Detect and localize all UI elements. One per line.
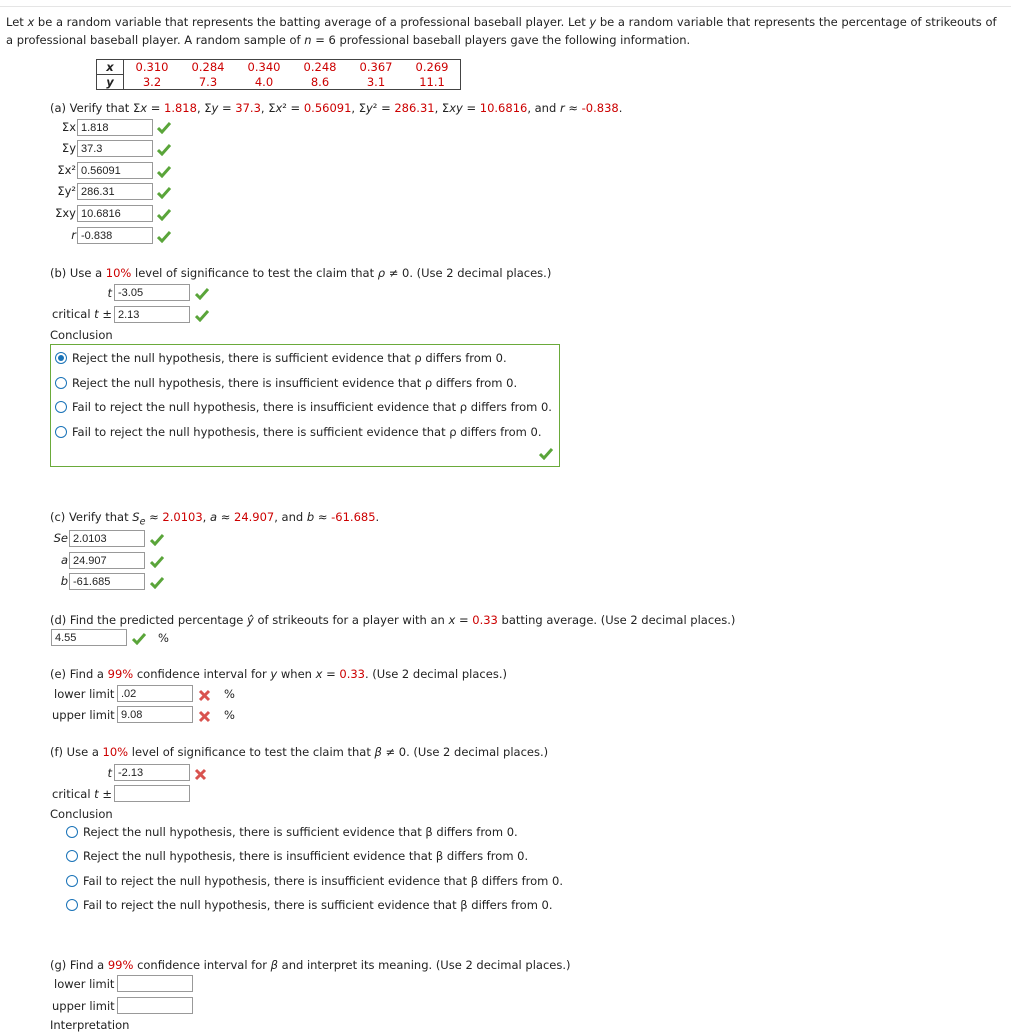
upper-limit-label: upper limit <box>52 999 115 1013</box>
part-c-question: (c) Verify that $S_e \approx 2.0103$, a ≈ 24.907, and b ≈ -61.685. <box>50 510 380 528</box>
correct-check-icon <box>157 122 171 134</box>
correct-check-icon <box>157 166 171 178</box>
b-label: b <box>60 574 68 588</box>
table-cell: 4.0 <box>236 75 292 90</box>
option-label: Reject the null hypothesis, there is insufficient evidence that β differs from 0. <box>83 849 529 863</box>
critical-t-label: critical t ± <box>52 787 112 801</box>
radio-option-4[interactable] <box>55 426 67 438</box>
percent-unit: % <box>224 687 235 701</box>
correct-check-icon <box>157 144 171 156</box>
option-label: Fail to reject the null hypothesis, there is sufficient evidence that ρ differs from 0. <box>72 425 542 439</box>
correct-check-icon <box>150 534 164 546</box>
part-d-question: (d) Find the predicted percentage ŷ of strikeouts for a player with an x = 0.33 batting average. (Use 2 decimal places.) <box>50 613 736 627</box>
data-table <box>96 59 461 90</box>
sum-x2-label: Σx² <box>57 163 76 177</box>
lower-limit-label: lower limit <box>54 687 115 701</box>
a-input[interactable]: 24.907 <box>69 552 145 569</box>
table-cell: 3.2 <box>124 75 181 90</box>
lower-limit-input-beta[interactable] <box>117 975 193 992</box>
upper-limit-input[interactable]: 9.08 <box>117 706 193 723</box>
part-e-question: (e) Find a 99% confidence interval for y when x = 0.33. (Use 2 decimal places.) <box>50 667 507 681</box>
lower-limit-input[interactable]: .02 <box>117 685 193 702</box>
sum-y2-input[interactable]: 286.31 <box>77 183 153 200</box>
sum-x-label: Σx <box>61 120 76 134</box>
top-divider <box>0 6 1011 7</box>
table-cell: 11.1 <box>404 75 461 90</box>
option-label: Fail to reject the null hypothesis, there is sufficient evidence that β differs from 0. <box>83 898 553 912</box>
interpretation-label: Interpretation <box>50 1018 130 1032</box>
table-row-y <box>97 75 461 90</box>
upper-limit-label: upper limit <box>52 708 115 722</box>
part-b-question: (b) Use a 10% level of significance to test the claim that ρ ≠ 0. (Use 2 decimal places.) <box>50 266 552 280</box>
correct-check-icon <box>157 231 171 243</box>
correct-check-icon <box>157 187 171 199</box>
table-cell: 0.310 <box>124 60 181 75</box>
part-f-question: (f) Use a 10% level of significance to test the claim that β ≠ 0. (Use 2 decimal places.) <box>50 745 549 759</box>
table-row-x <box>97 60 461 75</box>
conclusion-label: Conclusion <box>50 807 113 821</box>
option-label: Reject the null hypothesis, there is sufficient evidence that ρ differs from 0. <box>72 351 507 365</box>
part-a-question: (a) Verify that Σx = 1.818, Σy = 37.3, Σx² = 0.56091, Σy² = 286.31, Σxy = 10.6816, and r ≈ -0.838. <box>50 101 623 115</box>
r-label: r <box>71 228 76 242</box>
radio-option-3[interactable] <box>55 401 67 413</box>
table-cell: 7.3 <box>180 75 236 90</box>
sum-xy-label: Σxy <box>55 206 76 220</box>
incorrect-x-icon <box>194 768 207 781</box>
correct-check-icon <box>195 288 209 300</box>
sum-xy-input[interactable]: 10.6816 <box>77 205 153 222</box>
table-cell: 0.284 <box>180 60 236 75</box>
table-cell: 8.6 <box>292 75 348 90</box>
conclusion-label: Conclusion <box>50 328 113 342</box>
r-input[interactable]: -0.838 <box>77 227 153 244</box>
incorrect-x-icon <box>198 710 211 723</box>
correct-check-icon <box>539 448 553 460</box>
se-label: Se <box>53 531 68 545</box>
sum-y-input[interactable]: 37.3 <box>77 140 153 157</box>
t-input-beta[interactable]: -2.13 <box>114 764 190 781</box>
sum-x2-input[interactable]: 0.56091 <box>77 162 153 179</box>
correct-check-icon <box>150 556 164 568</box>
sum-x-input[interactable]: 1.818 <box>77 119 153 136</box>
radio-option-2[interactable] <box>66 850 78 862</box>
critical-t-input[interactable]: 2.13 <box>114 306 190 323</box>
radio-option-1[interactable] <box>66 826 78 838</box>
table-cell: 3.1 <box>348 75 404 90</box>
percent-unit: % <box>158 631 169 645</box>
problem-intro: Let x be a random variable that represents the batting average of a professional baseball player. Let y be a random variable that represents the percentage of strikeouts of a professional baseball player. A random sample of n = 6 professional baseball players gave the following information. <box>6 15 997 47</box>
correct-check-icon <box>157 209 171 221</box>
critical-t-input-beta[interactable] <box>114 785 190 802</box>
a-label: a <box>60 553 68 567</box>
correct-check-icon <box>195 310 209 322</box>
incorrect-x-icon <box>198 689 211 702</box>
percent-unit: % <box>224 708 235 722</box>
option-label: Fail to reject the null hypothesis, there is insufficient evidence that ρ differs from 0. <box>72 400 552 414</box>
table-cell: 0.367 <box>348 60 404 75</box>
table-cell: 0.269 <box>404 60 461 75</box>
t-label: t <box>107 286 112 300</box>
radio-option-1[interactable] <box>55 352 67 364</box>
t-label: t <box>107 766 112 780</box>
table-cell: 0.340 <box>236 60 292 75</box>
sum-y2-label: Σy² <box>57 184 76 198</box>
lower-limit-label: lower limit <box>54 977 115 991</box>
table-cell: 0.248 <box>292 60 348 75</box>
correct-check-icon <box>132 633 146 645</box>
critical-t-label: critical t ± <box>52 307 112 321</box>
sum-y-label: Σy <box>61 141 76 155</box>
option-label: Reject the null hypothesis, there is sufficient evidence that β differs from 0. <box>83 825 518 839</box>
radio-option-3[interactable] <box>66 875 78 887</box>
se-input[interactable]: 2.0103 <box>69 530 145 547</box>
radio-option-4[interactable] <box>66 899 78 911</box>
t-input[interactable]: -3.05 <box>114 284 190 301</box>
table-header-y: y <box>97 75 124 90</box>
b-input[interactable]: -61.685 <box>69 573 145 590</box>
radio-option-2[interactable] <box>55 377 67 389</box>
table-header-x: x <box>97 60 124 75</box>
option-label: Reject the null hypothesis, there is insufficient evidence that ρ differs from 0. <box>72 376 518 390</box>
predicted-y-input[interactable]: 4.55 <box>51 629 127 646</box>
option-label: Fail to reject the null hypothesis, there is insufficient evidence that β differs from 0. <box>83 874 564 888</box>
correct-check-icon <box>150 577 164 589</box>
upper-limit-input-beta[interactable] <box>117 997 193 1014</box>
part-g-question: (g) Find a 99% confidence interval for β and interpret its meaning. (Use 2 decimal places.) <box>50 958 571 972</box>
